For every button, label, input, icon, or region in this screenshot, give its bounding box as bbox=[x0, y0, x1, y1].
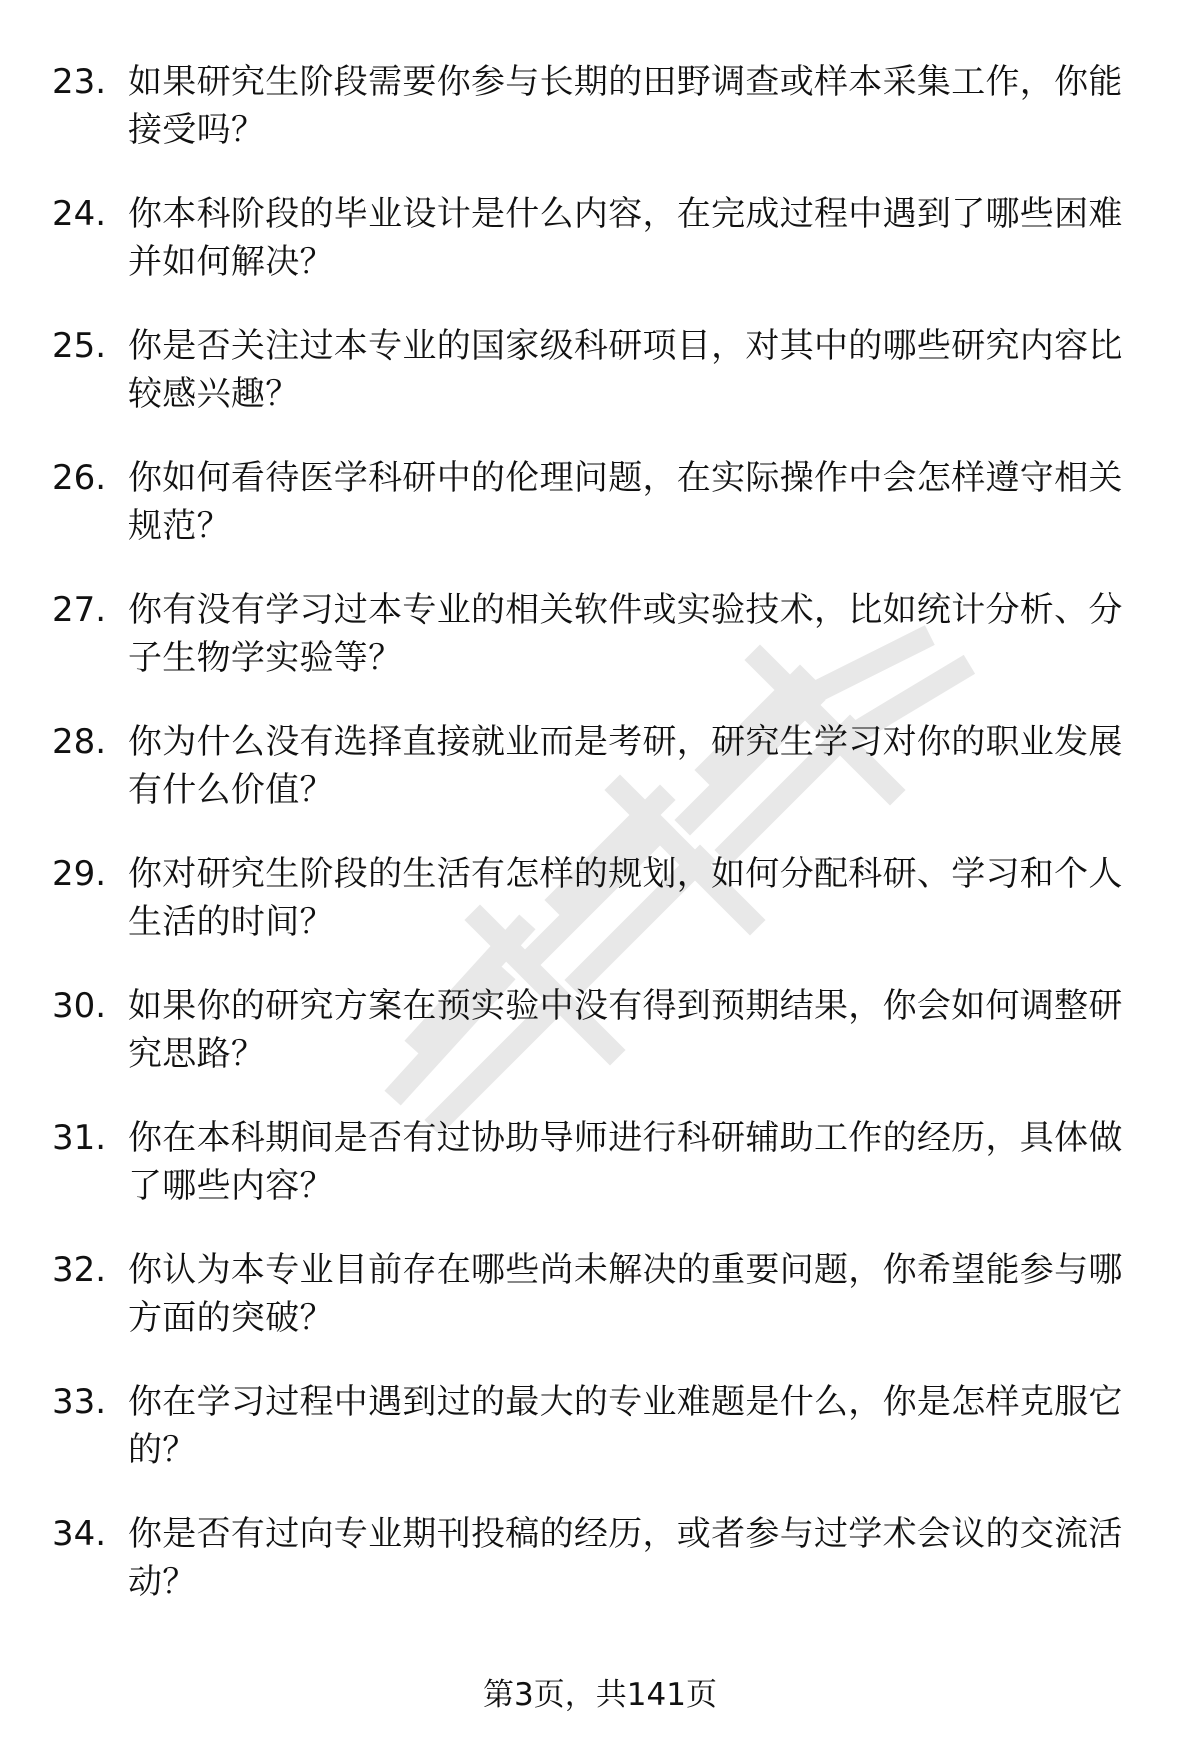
question-item-34 bbox=[52, 1510, 1142, 1618]
question-item-30 bbox=[52, 982, 1142, 1090]
question-item-29 bbox=[52, 850, 1142, 958]
question-text: 你在学习过程中遇到过的最大的专业难题是什么，你是怎样克服它的？ bbox=[128, 1382, 1123, 1470]
question-number: 25. bbox=[52, 326, 107, 366]
question-number: 28. bbox=[52, 722, 107, 762]
question-item-32 bbox=[52, 1246, 1142, 1354]
question-number: 31. bbox=[52, 1118, 107, 1158]
question-item-23 bbox=[52, 58, 1142, 166]
question-text: 你本科阶段的毕业设计是什么内容，在完成过程中遇到了哪些困难并如何解决？ bbox=[128, 194, 1123, 282]
question-number: 23. bbox=[52, 62, 107, 102]
question-item-27 bbox=[52, 586, 1142, 694]
question-number: 29. bbox=[52, 854, 107, 894]
question-text: 你在本科期间是否有过协助导师进行科研辅助工作的经历，具体做了哪些内容？ bbox=[128, 1118, 1123, 1206]
question-text: 你如何看待医学科研中的伦理问题，在实际操作中会怎样遵守相关规范？ bbox=[128, 458, 1123, 546]
question-number: 24. bbox=[52, 194, 107, 234]
question-text: 你认为本专业目前存在哪些尚未解决的重要问题，你希望能参与哪方面的突破？ bbox=[128, 1250, 1123, 1338]
question-list bbox=[52, 58, 1142, 1642]
question-text: 如果你的研究方案在预实验中没有得到预期结果，你会如何调整研究思路？ bbox=[128, 986, 1123, 1074]
question-item-24 bbox=[52, 190, 1142, 298]
question-number: 33. bbox=[52, 1382, 107, 1422]
question-text: 你是否关注过本专业的国家级科研项目，对其中的哪些研究内容比较感兴趣？ bbox=[128, 326, 1123, 414]
question-text: 如果研究生阶段需要你参与长期的田野调查或样本采集工作，你能接受吗？ bbox=[128, 62, 1123, 150]
page-footer: 第3页，共141页 bbox=[483, 1677, 717, 1713]
question-item-25 bbox=[52, 322, 1142, 430]
question-text: 你为什么没有选择直接就业而是考研，研究生学习对你的职业发展有什么价值？ bbox=[128, 722, 1123, 810]
question-number: 27. bbox=[52, 590, 107, 630]
question-item-31 bbox=[52, 1114, 1142, 1222]
question-item-33 bbox=[52, 1378, 1142, 1486]
question-text: 你对研究生阶段的生活有怎样的规划，如何分配科研、学习和个人生活的时间？ bbox=[128, 854, 1123, 942]
question-number: 32. bbox=[52, 1250, 107, 1290]
question-number: 34. bbox=[52, 1514, 107, 1554]
question-number: 26. bbox=[52, 458, 107, 498]
question-text: 你有没有学习过本专业的相关软件或实验技术，比如统计分析、分子生物学实验等？ bbox=[128, 590, 1123, 678]
question-item-28 bbox=[52, 718, 1142, 826]
question-item-26 bbox=[52, 454, 1142, 562]
question-number: 30. bbox=[52, 986, 107, 1026]
question-text: 你是否有过向专业期刊投稿的经历，或者参与过学术会议的交流活动？ bbox=[128, 1514, 1123, 1602]
